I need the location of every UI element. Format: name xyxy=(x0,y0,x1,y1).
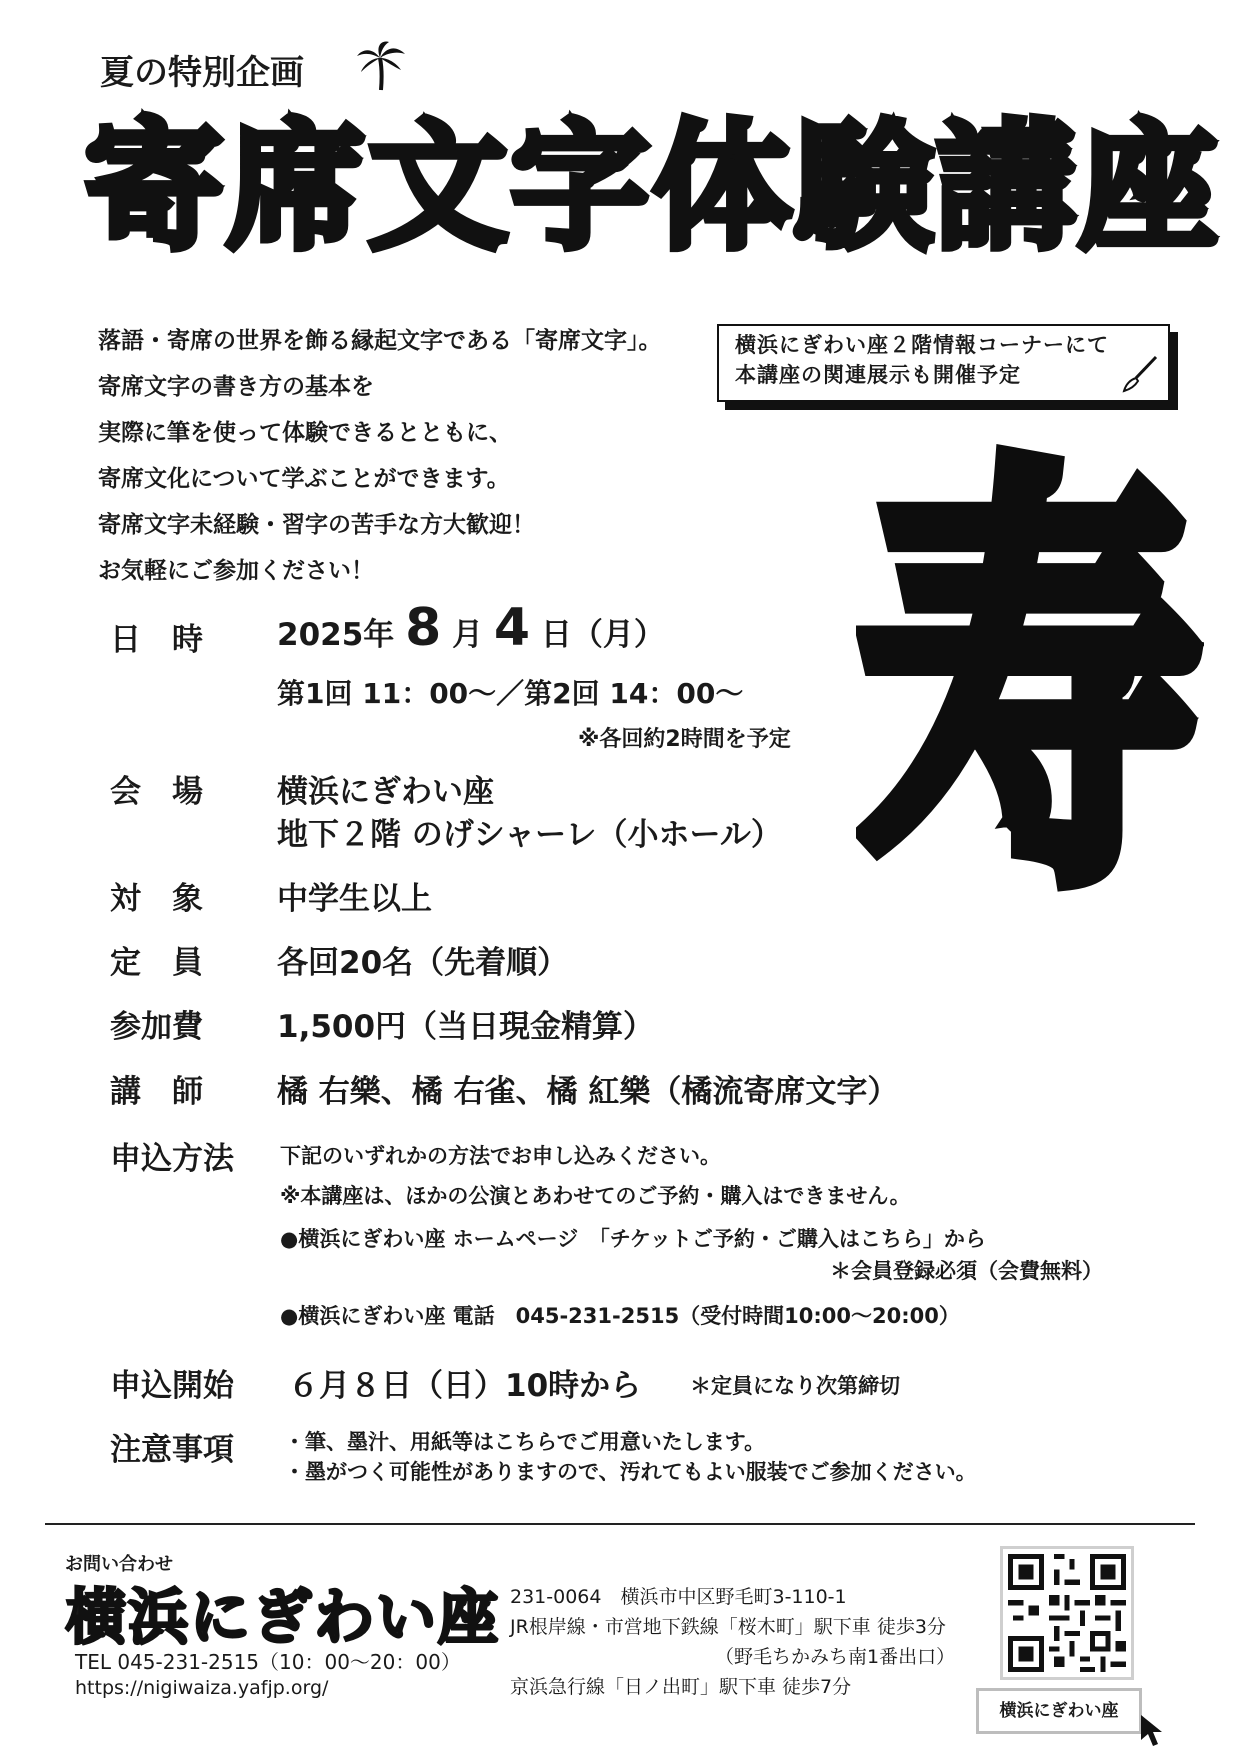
kotobuki-character: 寿 xyxy=(860,428,1200,944)
target-label: 対 象 xyxy=(110,881,203,917)
brush-icon xyxy=(1120,354,1160,394)
palm-tree-icon xyxy=(355,40,407,92)
fee-value: 1,500円（当日現金精算） xyxy=(277,1009,655,1045)
nigiwaiza-logo: 横浜にぎわい座 xyxy=(66,1583,500,1653)
apply-caution: ※本講座は、ほかの公演とあわせてのご予約・購入はできません。 xyxy=(280,1184,911,1208)
capacity-value: 各回20名（先着順） xyxy=(277,945,569,981)
intro-line: 寄席文字未経験・習字の苦手な方大歓迎！ xyxy=(98,512,535,538)
access-line: （野毛ちかみち南1番出口） xyxy=(715,1646,956,1668)
cursor-icon xyxy=(1138,1712,1172,1750)
event-date xyxy=(277,598,665,658)
intro-line: 寄席文字の書き方の基本を xyxy=(98,374,374,400)
apply-intro: 下記のいずれかの方法でお申し込みください。 xyxy=(280,1144,721,1168)
capacity-label: 定 員 xyxy=(110,945,203,981)
date-day-unit: 日（月） xyxy=(540,617,665,653)
date-month: 8 xyxy=(405,598,442,658)
event-subtitle: 夏の特別企画 xyxy=(100,53,304,93)
date-month-unit: 月 xyxy=(452,617,484,653)
address-line: 231-0064 横浜市中区野毛町3-110-1 xyxy=(510,1586,847,1608)
main-title: 寄席文字体験講座 xyxy=(85,107,1222,268)
notes-label: 注意事項 xyxy=(110,1432,234,1468)
apply-web: ●横浜にぎわい座 ホームページ 「チケットご予約・ご購入はこちら」から xyxy=(280,1227,986,1251)
session-times: 第1回 11：00～／第2回 14：00～ xyxy=(277,677,744,710)
qr-link-button[interactable]: 横浜にぎわい座 xyxy=(976,1688,1142,1734)
contact-tel: TEL 045-231-2515（10：00～20：00） xyxy=(75,1650,461,1674)
venue-label: 会 場 xyxy=(110,774,203,810)
venue-room: 地下２階 のげシャーレ（小ホール） xyxy=(277,817,782,853)
apply-phone: ●横浜にぎわい座 電話 045-231-2515（受付時間10:00～20:00） xyxy=(280,1304,960,1328)
contact-url[interactable]: https://nigiwaiza.yafjp.org/ xyxy=(75,1677,329,1699)
qr-code[interactable] xyxy=(1000,1546,1134,1680)
access-info xyxy=(510,1582,955,1702)
instructor-value: 橘 右樂、橘 右雀、橘 紅樂（橘流寄席文字） xyxy=(277,1074,899,1110)
apply-web-note: ＊会員登録必須（会費無料） xyxy=(830,1259,1103,1283)
notice-line: 横浜にぎわい座２階情報コーナーにて xyxy=(735,333,1109,357)
date-day: 4 xyxy=(493,598,531,658)
notice-text xyxy=(735,330,1109,390)
session-note: ※各回約2時間を予定 xyxy=(578,727,791,752)
fee-label: 参加費 xyxy=(110,1009,203,1045)
start-value: ６月８日（日）10時から xyxy=(288,1368,642,1404)
notes-line: ・筆、墨汁、用紙等はこちらでご用意いたします。 xyxy=(284,1430,766,1454)
contact-label: お問い合わせ xyxy=(65,1554,173,1575)
apply-label: 申込方法 xyxy=(110,1141,234,1177)
footer-divider xyxy=(45,1523,1195,1525)
notes-line: ・墨がつく可能性がありますので、汚れてもよい服装でご参加ください。 xyxy=(284,1460,977,1484)
intro-text xyxy=(98,318,662,594)
datetime-label: 日 時 xyxy=(110,622,203,658)
target-value: 中学生以上 xyxy=(277,881,432,917)
access-line: 京浜急行線「日ノ出町」駅下車 徒歩7分 xyxy=(510,1676,852,1698)
date-year: 2025年 xyxy=(277,617,395,653)
intro-line: 落語・寄席の世界を飾る縁起文字である「寄席文字」。 xyxy=(98,328,662,354)
venue-name: 横浜にぎわい座 xyxy=(277,774,494,810)
notice-line: 本講座の関連展示も開催予定 xyxy=(735,363,1021,387)
intro-line: 寄席文化について学ぶことができます。 xyxy=(98,466,510,492)
intro-line: 実際に筆を使って体験できるとともに、 xyxy=(98,420,512,446)
instructor-label: 講 師 xyxy=(110,1074,203,1110)
access-line: JR根岸線・市営地下鉄線「桜木町」駅下車 徒歩3分 xyxy=(510,1616,946,1638)
kotobuki-calligraphy xyxy=(860,400,1200,944)
start-note: ＊定員になり次第締切 xyxy=(690,1374,900,1398)
intro-line: お気軽にご参加ください！ xyxy=(98,558,374,584)
start-label: 申込開始 xyxy=(110,1368,234,1404)
